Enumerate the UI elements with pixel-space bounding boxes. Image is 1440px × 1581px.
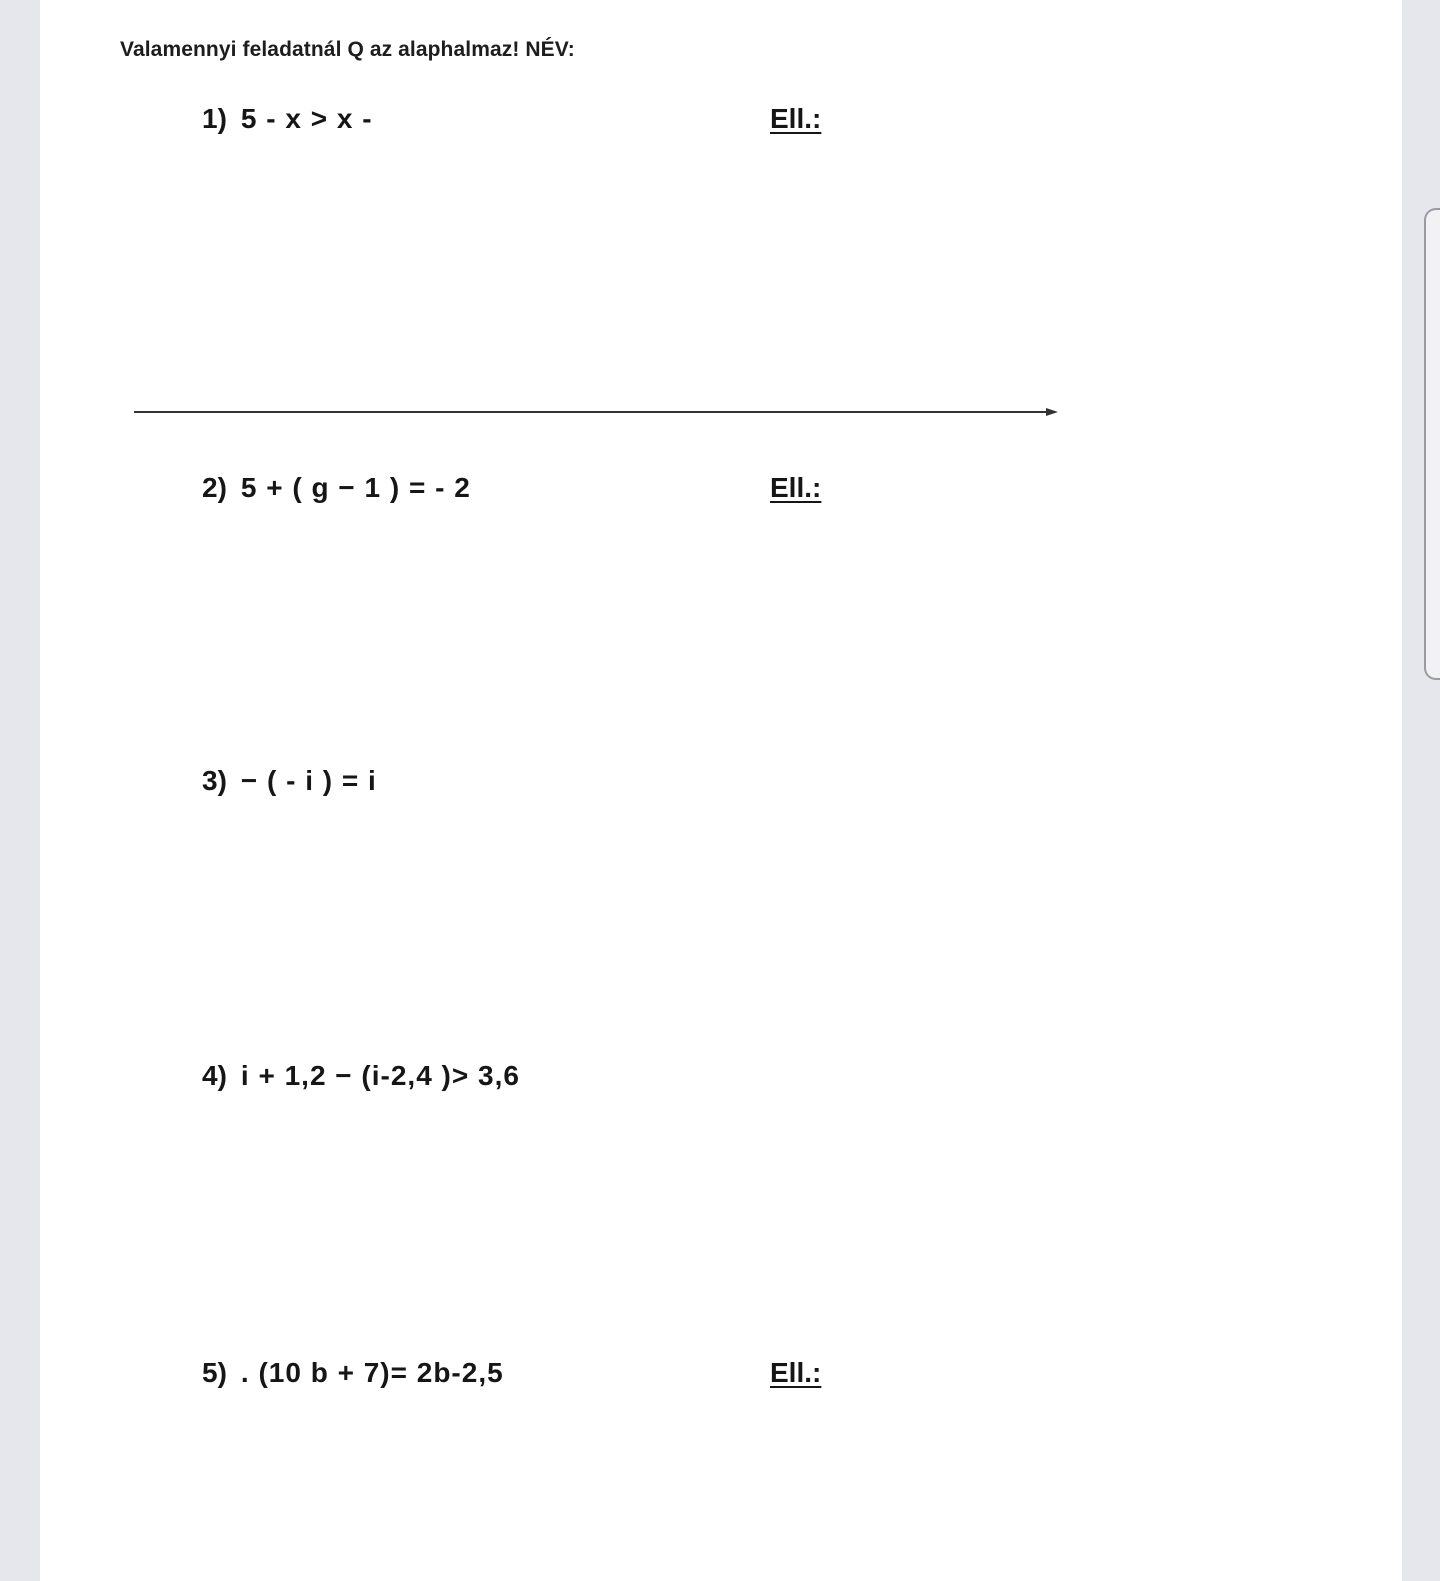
task-4-number: 4)	[202, 1060, 227, 1091]
task-1-expression: 5 - x > x -	[240, 103, 373, 134]
task-3-number: 3)	[202, 765, 227, 796]
task-1-number: 1)	[202, 103, 227, 134]
side-panel-handle[interactable]	[1424, 208, 1440, 680]
task-4	[202, 1060, 520, 1092]
task-1-check-label: Ell.:	[770, 103, 822, 134]
task-3-expression: − ( - i ) = i	[240, 765, 377, 796]
task-5-expression: . (10 b + 7)= 2b-2,5	[240, 1357, 504, 1388]
task-5-check-label: Ell.:	[770, 1357, 822, 1388]
task-2-expression: 5 + ( g − 1 ) = - 2	[240, 472, 471, 503]
number-line-arrow	[134, 404, 1064, 420]
worksheet-header: Valamennyi feladatnál Q az alaphalmaz! NÉV:	[120, 38, 575, 61]
task-4-expression: i + 1,2 − (i-2,4 )> 3,6	[240, 1060, 520, 1091]
task-1	[202, 103, 373, 135]
task-5-number: 5)	[202, 1357, 227, 1388]
task-2-check-label: Ell.:	[770, 472, 822, 503]
task-3	[202, 765, 377, 797]
task-2-number: 2)	[202, 472, 227, 503]
left-page-margin	[0, 0, 40, 1581]
task-2	[202, 472, 471, 504]
task-5	[202, 1357, 504, 1389]
